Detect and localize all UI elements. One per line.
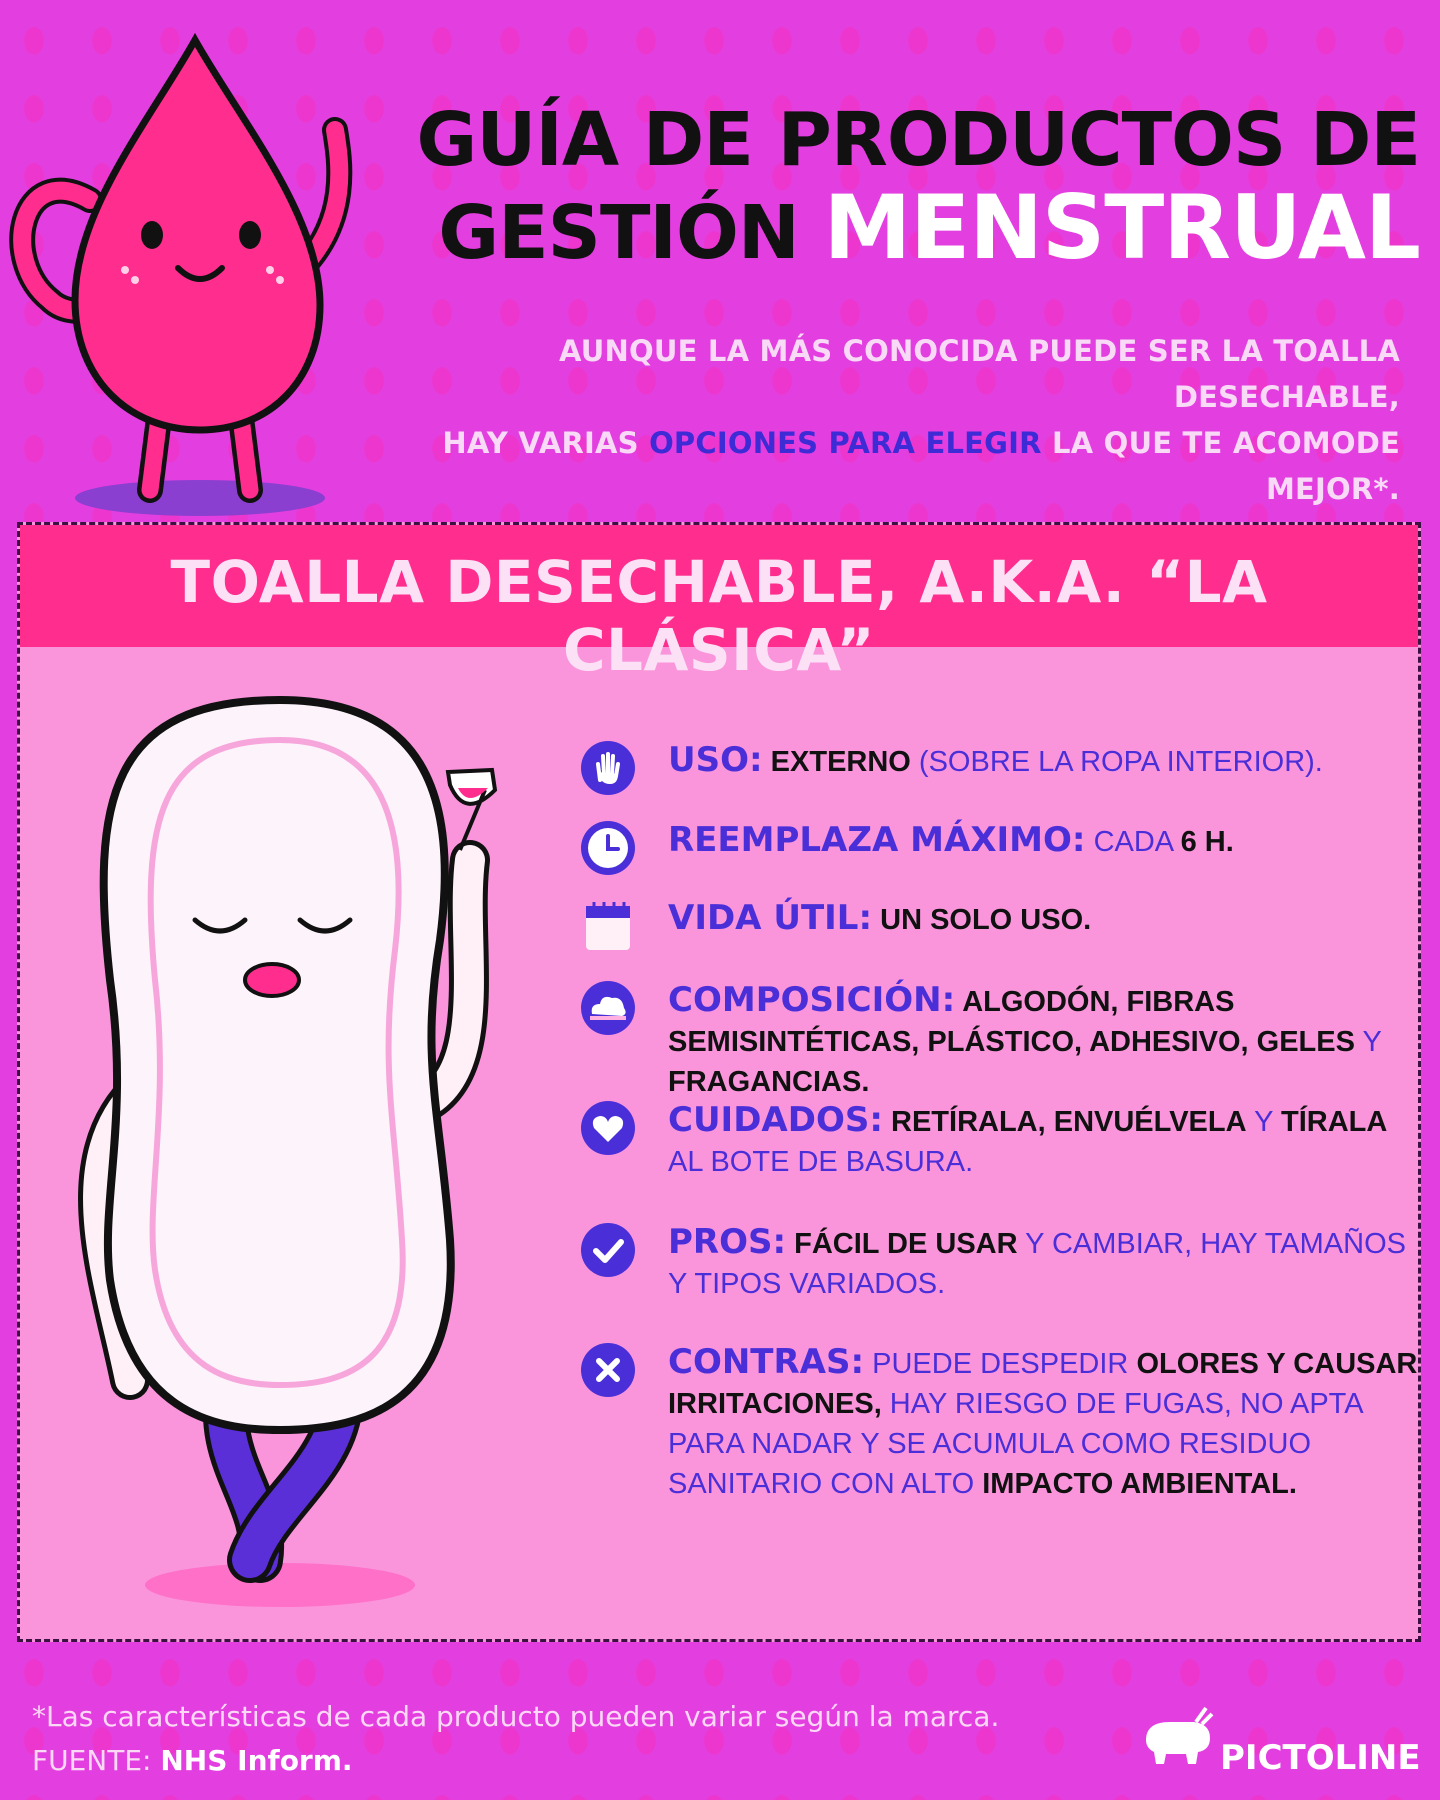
feature-value: Y CAMBIAR, HAY TAMAÑOS Y TIPOS VARIADOS. bbox=[668, 1228, 1406, 1300]
feature-value-bold: RETÍRALA, ENVUÉLVELA bbox=[882, 1106, 1247, 1138]
feature-text bbox=[668, 1222, 1420, 1304]
title-line-2 bbox=[390, 176, 1420, 279]
feature-value-bold: EXTERNO bbox=[762, 746, 911, 778]
feature-text bbox=[668, 820, 1420, 862]
feature-value-bold: FÁCIL DE USAR bbox=[786, 1228, 1018, 1260]
feature-key: VIDA ÚTIL: bbox=[668, 898, 873, 938]
clock-icon bbox=[580, 820, 636, 876]
feature-composicion bbox=[580, 980, 1420, 1102]
feature-value-bold: ALGODÓN, FIBRAS SEMISINTÉTICAS, PLÁSTICO, ADHESIVO, GELES bbox=[668, 986, 1355, 1058]
feature-key: CONTRAS: bbox=[668, 1342, 865, 1382]
feature-value: CADA bbox=[1085, 826, 1181, 858]
feature-value: Y bbox=[1354, 1026, 1382, 1058]
feature-value: PUEDE DESPEDIR bbox=[864, 1348, 1137, 1380]
feature-key: COMPOSICIÓN: bbox=[668, 980, 956, 1020]
card-title: TOALLA DESECHABLE, A.K.A. “LA CLÁSICA” bbox=[170, 548, 1268, 684]
feature-reemplaza bbox=[580, 820, 1420, 862]
feature-value-bold: UN SOLO USO. bbox=[872, 904, 1092, 936]
page-title bbox=[390, 96, 1420, 277]
feature-text bbox=[668, 1342, 1420, 1504]
source-name: NHS Inform. bbox=[160, 1744, 353, 1777]
feature-value: (SOBRE LA ROPA INTERIOR). bbox=[910, 746, 1323, 778]
feature-value-bold: 6 H. bbox=[1180, 826, 1234, 858]
feature-pros bbox=[580, 1222, 1420, 1304]
feature-value-bold: FRAGANCIAS. bbox=[668, 1066, 870, 1098]
feature-value: HAY RIESGO DE FUGAS, NO APTA PARA NADAR Y SE ACUMULA COMO RESIDUO SANITARIO CON ALTO bbox=[668, 1388, 1362, 1500]
subtitle-line-1: AUNQUE LA MÁS CONOCIDA PUEDE SER LA TOALLA DESECHABLE, bbox=[559, 334, 1400, 414]
feature-text bbox=[668, 980, 1420, 1102]
feature-key: CUIDADOS: bbox=[668, 1100, 883, 1140]
source-line bbox=[32, 1744, 353, 1777]
check-icon bbox=[580, 1222, 636, 1278]
feature-value: AL BOTE DE BASURA. bbox=[668, 1146, 974, 1178]
feature-key: PROS: bbox=[668, 1222, 787, 1262]
heart-icon bbox=[580, 1100, 636, 1156]
pad-mascot-illustration bbox=[40, 680, 580, 1620]
title-black-part: GESTIÓN bbox=[438, 190, 824, 276]
feature-text bbox=[668, 898, 1420, 940]
cotton-icon bbox=[580, 980, 636, 1036]
feature-vida-util bbox=[580, 898, 1420, 940]
subtitle bbox=[380, 328, 1400, 512]
feature-uso bbox=[580, 740, 1420, 782]
source-label: FUENTE: bbox=[32, 1744, 161, 1777]
feature-cuidados bbox=[580, 1100, 1420, 1182]
subtitle-text-a: HAY VARIAS bbox=[442, 426, 650, 460]
hand-icon bbox=[580, 740, 636, 796]
feature-value: Y bbox=[1246, 1106, 1281, 1138]
footnote: *Las características de cada producto pueden variar según la marca. bbox=[32, 1700, 1000, 1733]
brand-name: PICTOLINE bbox=[1220, 1738, 1421, 1778]
feature-value-bold: OLORES Y CAUSAR IRRITACIONES, bbox=[668, 1348, 1418, 1420]
calendar-icon bbox=[580, 898, 636, 954]
drop-mascot-illustration bbox=[0, 30, 360, 520]
title-line-1: GUÍA DE PRODUCTOS DE bbox=[416, 97, 1420, 183]
feature-text bbox=[668, 740, 1420, 782]
title-white-part: MENSTRUAL bbox=[823, 176, 1420, 279]
subtitle-line-2 bbox=[380, 420, 1400, 512]
subtitle-text-b: LA QUE TE ACOMODE MEJOR*. bbox=[1041, 426, 1400, 506]
feature-value-bold: IMPACTO AMBIENTAL. bbox=[982, 1468, 1297, 1500]
feature-text bbox=[668, 1100, 1420, 1182]
feature-contras bbox=[580, 1342, 1420, 1504]
feature-key: USO: bbox=[668, 740, 763, 780]
feature-value-bold: TÍRALA bbox=[1280, 1106, 1388, 1138]
x-icon bbox=[580, 1342, 636, 1398]
feature-key: REEMPLAZA MÁXIMO: bbox=[668, 820, 1086, 860]
pig-logo-icon bbox=[1136, 1700, 1216, 1770]
subtitle-highlight: OPCIONES PARA ELEGIR bbox=[649, 426, 1042, 460]
